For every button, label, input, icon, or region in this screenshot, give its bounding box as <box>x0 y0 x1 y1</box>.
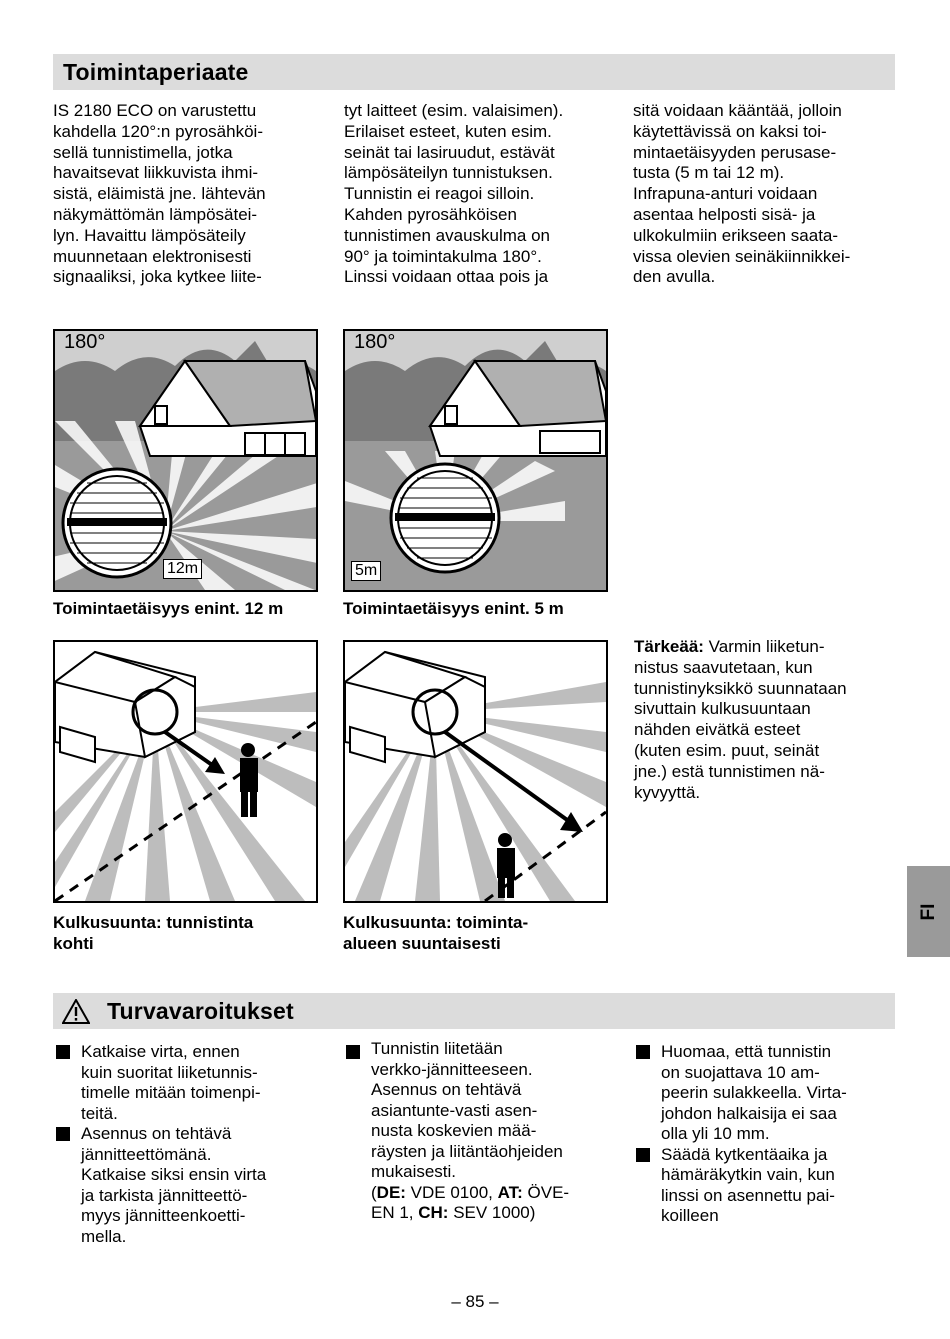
section-header-safety <box>53 993 895 1029</box>
section-header-principle <box>53 54 895 90</box>
principle-text-col3: sitä voidaan kääntää, jolloin käytettävissä on kaksi toi- mintaetäisyyden perusase- tusta (5 m tai 12 m). Infrapuna-anturi voidaan asentaa helposti sisä- ja ulkokulmiin erikseen saata- vissa olevien seinäkiinnikkei- den avulla. <box>633 101 851 287</box>
warning-icon <box>62 999 90 1024</box>
list-item: Säädä kytkentäaika ja hämäräkytkin vain, kun linssi on asennettu pai- koilleen <box>633 1145 913 1227</box>
safety-col1 <box>53 1042 333 1247</box>
important-label: Tärkeää: <box>634 637 704 656</box>
principle-text-col1: IS 2180 ECO on varustettu kahdella 120°:n pyrosähköi- sellä tunnistimella, jotka havaitsevat liikkuvista ihmi- sistä, eläimistä jne. lähtevän näkymättömän lämpösätei- lyn. Havaittu lämpösäteily muunnetaan elektronisesti signaaliksi, joka kytkee liite- <box>53 101 266 287</box>
range-5m-illustration <box>343 329 608 592</box>
caption-12m: Toimintaetäisyys enint. 12 m <box>53 599 284 618</box>
language-tab <box>907 866 950 957</box>
important-note <box>634 637 904 803</box>
walk-toward-sensor-illustration <box>53 640 318 903</box>
safety-col2 <box>343 1039 633 1224</box>
list-item: Katkaise virta, ennen kuin suoritat liiketunnis- timelle mitään toimenpi- teitä. <box>53 1042 333 1124</box>
caption-walk-parallel: Kulkusuunta: toiminta- alueen suuntaisesti <box>343 913 529 953</box>
range-12m-illustration <box>53 329 318 592</box>
page-number: – 85 – <box>451 1292 499 1311</box>
walk-parallel-illustration <box>343 640 608 903</box>
range-label: 12m <box>163 559 202 579</box>
important-text: Varmin liiketun- nistus saavutetaan, kun tunnistinyksikkö suunnataan sivuttain kulkusuuntaan nähden eivätkä esteet (kuten esim. puut, seinät jne.) estä tunnistimen nä- kyvyyttä. <box>634 637 847 802</box>
language-tab-label: FI <box>917 903 939 920</box>
principle-text-col2: tyt laitteet (esim. valaisimen). Erilaiset esteet, kuten esim. seinät tai lasiruudut, estävät lämpösäteilyn tunnistuksen. Tunnistin ei reagoi silloin. Kahden pyrosähköisen tunnistimen avauskulma on 90° ja toimintakulma 180°. Linssi voidaan ottaa pois ja <box>344 101 564 287</box>
angle-label: 180° <box>64 331 106 353</box>
section-title: Turvavaroitukset <box>107 998 294 1024</box>
caption-5m: Toimintaetäisyys enint. 5 m <box>343 599 564 618</box>
safety-col3 <box>633 1042 913 1227</box>
angle-label: 180° <box>354 331 396 353</box>
list-item: Asennus on tehtävä jännitteettömänä. Katkaise siksi ensin virta ja tarkista jännitteettö- myys jännitteenkoetti- mella. <box>53 1124 333 1247</box>
list-item: Tunnistin liitetään verkko-jännitteeseen. Asennus on tehtävä asiantunte-vasti asen- nusta koskevien mää- räysten ja liitäntäohjeiden mukaisesti. (DE: VDE 0100, AT: ÖVE- EN 1, CH: SEV 1000) <box>343 1039 633 1224</box>
list-item: Huomaa, että tunnistin on suojattava 10 am- peerin sulakkeella. Virta- johdon halkaisija ei saa olla yli 10 mm. <box>633 1042 913 1145</box>
section-title: Toimintaperiaate <box>63 59 249 85</box>
caption-walk-toward: Kulkusuunta: tunnistinta kohti <box>53 913 254 953</box>
range-label: 5m <box>351 561 381 581</box>
